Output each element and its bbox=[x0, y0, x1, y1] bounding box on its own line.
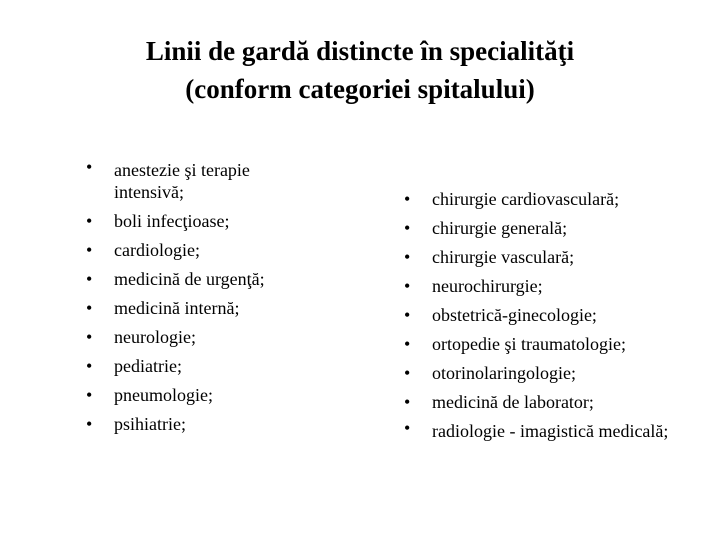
list-item: • boli infecţioase; bbox=[84, 207, 324, 236]
right-specialty-list bbox=[402, 185, 702, 446]
list-item: • obstetrică-ginecologie; bbox=[402, 301, 702, 330]
list-item: • chirurgie cardiovasculară; bbox=[402, 185, 702, 214]
list-item: • chirurgie vasculară; bbox=[402, 243, 702, 272]
list-item: • anestezie şi terapie intensivă; bbox=[84, 156, 324, 207]
list-item: • cardiologie; bbox=[84, 236, 324, 265]
list-item: • neurologie; bbox=[84, 323, 324, 352]
slide-title bbox=[60, 32, 660, 108]
list-item: • pediatrie; bbox=[84, 352, 324, 381]
left-specialty-list bbox=[84, 156, 324, 439]
list-item: • pneumologie; bbox=[84, 381, 324, 410]
list-item: • radiologie - imagistică medicală; bbox=[402, 417, 702, 446]
list-item: • neurochirurgie; bbox=[402, 272, 702, 301]
title-line-1: Linii de gardă distincte în specialităţi bbox=[145, 36, 575, 66]
list-item: • medicină de urgenţă; bbox=[84, 265, 324, 294]
list-item: • psihiatrie; bbox=[84, 410, 324, 439]
list-item: • chirurgie generală; bbox=[402, 214, 702, 243]
list-item: • otorinolaringologie; bbox=[402, 359, 702, 388]
title-line-2: (conform categoriei spitalului) bbox=[185, 74, 535, 104]
list-item: • medicină internă; bbox=[84, 294, 324, 323]
list-item: • ortopedie şi traumatologie; bbox=[402, 330, 702, 359]
list-item: • medicină de laborator; bbox=[402, 388, 702, 417]
